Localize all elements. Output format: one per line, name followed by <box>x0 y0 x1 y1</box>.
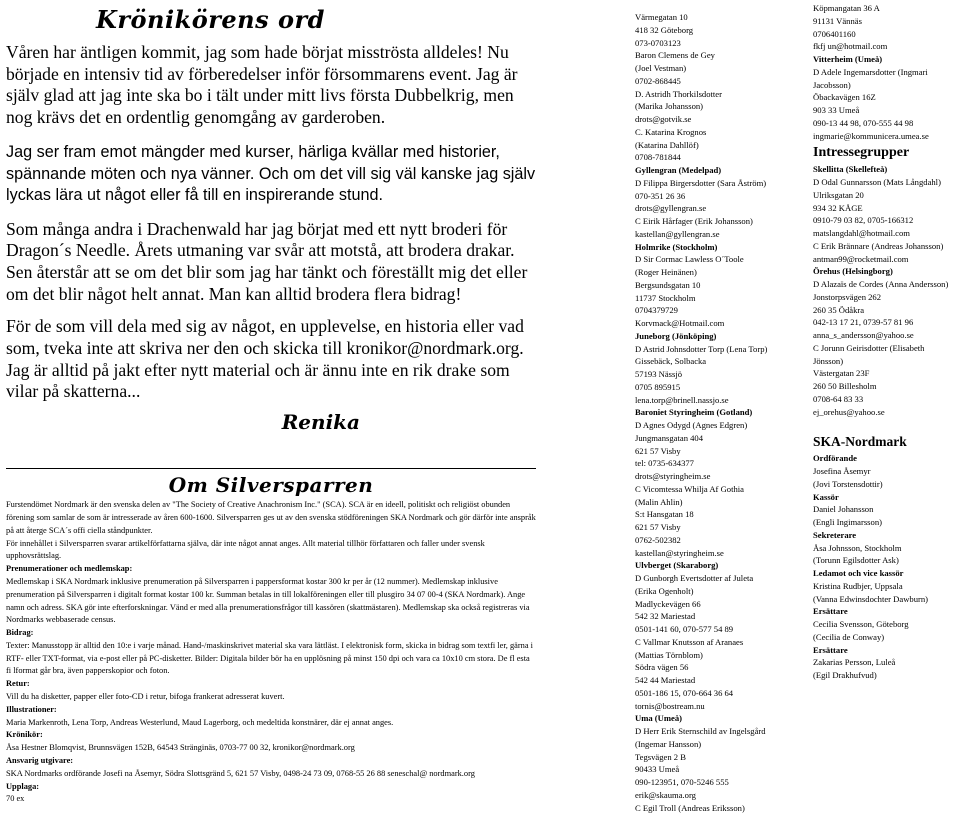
contact-mid-line: tel: 0735-634377 <box>635 457 805 470</box>
contact-right-top-line: 91131 Vännäs <box>813 15 960 28</box>
contact-mid-line: C Egil Troll (Andreas Eriksson) <box>635 802 805 814</box>
contact-mid-line: Baron Clemens de Gey <box>635 49 805 62</box>
contact-right-mid-line: Skellitta (Skellefteå) <box>813 163 960 176</box>
contact-mid-line: Holmrike (Stockholm) <box>635 241 805 254</box>
contact-mid-line: C Vallmar Knutsson af Aranaes <box>635 636 805 649</box>
colophon-text: 70 ex <box>6 793 536 806</box>
contact-right-bottom-line: Ordförande <box>813 452 960 465</box>
contact-mid-line: (Marika Johansson) <box>635 100 805 113</box>
contact-mid-line: 0708-781844 <box>635 151 805 164</box>
contact-mid-line: Baroniet Styringheim (Gotland) <box>635 406 805 419</box>
contact-right-top-line: Jacobsson) <box>813 79 960 92</box>
contact-mid-line: (Ingemar Hansson) <box>635 738 805 751</box>
contacts-right-mid <box>813 163 960 418</box>
editorial-paragraph-2: Jag ser fram emot mängder med kurser, härliga kvällar med historier, spännande möten och nya vänner. Och om det vill sig väl kanske jag själv lyckas lära ut något eller få till en inspirerande stund. <box>6 142 536 207</box>
editorial-paragraph-1: Våren har äntligen kommit, jag som hade börjat misströsta alldeles! Nu började en intensiv tid av förberedelser inför försommarens event. Jag är själv glad att jag inte ska bo i tält under mitt livs första Dubbelkrig, men nog krävs det en ordentlig genomgång av garderoben. <box>6 42 536 128</box>
editorial-paragraph-3: Som många andra i Drachenwald har jag börjat med ett nytt broderi för Dragon´s Needle. Årets utmaning var svår att motstå, att brodera drakar. Sen återstår att se om det blir som jag har tänkt och föreställt mig det eller om det blir något helt annat. Man kan alltid brodera flera bidrag! <box>6 219 536 306</box>
contact-mid-line: 90433 Umeå <box>635 763 805 776</box>
colophon <box>6 499 536 806</box>
contact-mid-line: 090-123951, 070-5246 555 <box>635 776 805 789</box>
contact-mid-line: 070-351 26 36 <box>635 190 805 203</box>
contact-right-bottom-line: (Jovi Torstensdottir) <box>813 478 960 491</box>
contact-mid-line: D Astrid Johnsdotter Torp (Lena Torp) <box>635 343 805 356</box>
colophon-label: Upplaga: <box>6 781 536 794</box>
contact-right-mid-line: C Erik Brännare (Andreas Johansson) <box>813 240 960 253</box>
contacts-column-right <box>813 2 960 682</box>
contact-right-top-line: 903 33 Umeå <box>813 104 960 117</box>
contact-mid-line: (Roger Heinänen) <box>635 266 805 279</box>
contact-right-mid-line: 0910-79 03 82, 0705-166312 <box>813 214 960 227</box>
colophon-label: Bidrag: <box>6 627 536 640</box>
contact-right-top-line: ingmarie@kommunicera.umea.se <box>813 130 960 143</box>
colophon-text: SKA Nordmarks ordförande Josefi na Åsemyr, Södra Slottsgränd 5, 621 57 Visby, 0498-24 73 09, 0768-55 26 88 seneschal@ nordmark.org <box>6 768 536 781</box>
colophon-title: Om Silversparren <box>6 473 536 497</box>
editorial-paragraph-4: För de som vill dela med sig av något, en upplevelse, en historia eller vad som, tveka inte att skriva ner den och skicka till kronikor@nordmark.org. Jag är alltid på jakt efter nytt material och är ännu inte en rik drake som vilar på skatterna... <box>6 316 536 403</box>
spacer <box>813 418 960 431</box>
contact-mid-line: 621 57 Visby <box>635 521 805 534</box>
contact-mid-line: (Joel Vestman) <box>635 62 805 75</box>
contact-right-bottom-line: Zakarias Persson, Luleå <box>813 656 960 669</box>
contact-mid-line: 418 32 Göteborg <box>635 24 805 37</box>
contact-mid-line: Madlyckevägen 66 <box>635 598 805 611</box>
contact-right-bottom-line: Kassör <box>813 491 960 504</box>
contact-mid-line: 0702-868445 <box>635 75 805 88</box>
colophon-label: Ansvarig utgivare: <box>6 755 536 768</box>
colophon-label: Krönikör: <box>6 729 536 742</box>
contact-mid-line: lena.torp@brinell.nassjo.se <box>635 394 805 407</box>
contact-mid-line: D Agnes Odygd (Agnes Edgren) <box>635 419 805 432</box>
contact-right-top-line: 090-13 44 98, 070-555 44 98 <box>813 117 960 130</box>
contact-mid-line: (Katarina Dahllöf) <box>635 139 805 152</box>
contact-right-top-line: Köpmangatan 36 A <box>813 2 960 15</box>
contact-mid-line: 0705 895915 <box>635 381 805 394</box>
contact-right-bottom-line: Daniel Johansson <box>813 503 960 516</box>
contact-mid-line: 621 57 Visby <box>635 445 805 458</box>
contact-mid-line: C Eirik Hårfager (Erik Johansson) <box>635 215 805 228</box>
contact-right-mid-line: 042-13 17 21, 0739-57 81 96 <box>813 316 960 329</box>
contacts-right-top <box>813 2 960 142</box>
contact-right-top-line: D Adele Ingemarsdotter (Ingmari <box>813 66 960 79</box>
contact-right-mid-line: Jönsson) <box>813 355 960 368</box>
contact-right-top-line: Vitterheim (Umeå) <box>813 53 960 66</box>
contact-right-bottom-line: Ersättare <box>813 644 960 657</box>
contact-right-bottom-line: (Engli Ingimarsson) <box>813 516 960 529</box>
contact-right-bottom-line: Josefina Åsemyr <box>813 465 960 478</box>
contact-mid-line: Tegsvägen 2 B <box>635 751 805 764</box>
contact-mid-line: kastellan@gyllengran.se <box>635 228 805 241</box>
contact-right-mid-line: Jonstorpsvägen 262 <box>813 291 960 304</box>
contact-right-bottom-line: (Egil Drakhufvud) <box>813 669 960 682</box>
contact-right-mid-line: 934 32 KÅGE <box>813 202 960 215</box>
contact-mid-line: (Mattias Törnblom) <box>635 649 805 662</box>
contact-right-bottom-line: Ledamot och vice kassör <box>813 567 960 580</box>
contact-mid-line: 11737 Stockholm <box>635 292 805 305</box>
colophon-text: Åsa Hestner Blomqvist, Brunnsvägen 152B, 64543 Stränginäs, 0703-77 00 32, kronikor@nordmark.org <box>6 742 536 755</box>
contact-right-bottom-line: Sekreterare <box>813 529 960 542</box>
colophon-label: Illustrationer: <box>6 704 536 717</box>
contact-right-bottom-line: (Vanna Edwinsdochter Dawburn) <box>813 593 960 606</box>
contact-mid-line: D Filippa Birgersdotter (Sara Åström) <box>635 177 805 190</box>
contact-right-bottom-line: (Cecilia de Conway) <box>813 631 960 644</box>
ska-nordmark-heading: SKA-Nordmark <box>813 433 960 451</box>
contact-mid-line: C. Katarina Krognos <box>635 126 805 139</box>
contact-right-mid-line: 260 50 Billesholm <box>813 380 960 393</box>
contact-mid-line: drots@styringheim.se <box>635 470 805 483</box>
contact-mid-line: D Sir Cormac Lawless O´Toole <box>635 253 805 266</box>
editorial-column <box>6 4 536 806</box>
contact-right-mid-line: anna_s_andersson@yahoo.se <box>813 329 960 342</box>
contact-right-top-line: 0706401160 <box>813 28 960 41</box>
contact-mid-line: 0501-186 15, 070-664 36 64 <box>635 687 805 700</box>
contact-mid-line: (Erika Ogenholt) <box>635 585 805 598</box>
colophon-text: Medlemskap i SKA Nordmark inklusive prenumeration på Silversparren i pappersformat kostar 300 kr per år (12 nummer). Medlemskap inklusive prenumeration på Silversparren i digitalt format kostar 100 kr. Summan betalas in till lokalföreningen eller till plusgiro 34 07 00-4 (SKA Nordmark). Ange namn och adress. SKA gör inte efterforskningar. Vänd er med alla prenumerationsfrågor till kassören (skattmästaren). Medlemskap ska också registreras via Nordmarks webbaserade census. <box>6 576 536 627</box>
contacts-column-mid <box>635 11 805 814</box>
contact-right-top-line: Öbackavägen 16Z <box>813 91 960 104</box>
contact-mid-line: S:t Hansgatan 18 <box>635 508 805 521</box>
editorial-title: Krönikörens ord <box>6 4 536 36</box>
contact-mid-line: D Gunborgh Evertsdotter af Juleta <box>635 572 805 585</box>
divider <box>6 468 536 469</box>
contact-right-bottom-line: Åsa Johnsson, Stockholm <box>813 542 960 555</box>
contact-mid-line: drots@gotvik.se <box>635 113 805 126</box>
colophon-text: Vill du ha disketter, papper eller foto-CD i retur, bifoga frankerat adresserat kuvert. <box>6 691 536 704</box>
contact-mid-line: Gyllengran (Medelpad) <box>635 164 805 177</box>
contact-mid-line: (Malin Ahlin) <box>635 496 805 509</box>
contact-mid-line: 073-0703123 <box>635 37 805 50</box>
contacts-right-bottom <box>813 452 960 682</box>
contact-mid-line: Jungmansgatan 404 <box>635 432 805 445</box>
contact-right-mid-line: matslangdahl@hotmail.com <box>813 227 960 240</box>
contact-right-mid-line: D Alazaïs de Cordes (Anna Andersson) <box>813 278 960 291</box>
contact-right-mid-line: C Jorunn Geirisdotter (Elisabeth <box>813 342 960 355</box>
colophon-label: Prenumerationer och medlemskap: <box>6 563 536 576</box>
contact-mid-line: tornis@bostream.nu <box>635 700 805 713</box>
contact-mid-line: Värmegatan 10 <box>635 11 805 24</box>
contact-mid-line: 57193 Nässjö <box>635 368 805 381</box>
contact-right-mid-line: ej_orehus@yahoo.se <box>813 406 960 419</box>
colophon-text: För innehållet i Silversparren svarar artikelförfattarna själva, där inte något annat anges. Allt material tillhör författaren och faller under svensk upphovsrättslag. <box>6 538 536 564</box>
contact-right-top-line: fkfj un@hotmail.com <box>813 40 960 53</box>
colophon-text: Furstendömet Nordmark är den svenska delen av "The Society of Creative Anachronism Inc." (SCA). SCA är en ideell, politiskt och religiöst obunden förening som samlar de som är intresserade av åren 600-1600. Silversparren ges ut av den svenska stödföreningen SKA Nordmark och gör därför inte anspråk på att återge SCA´s offi ciella ståndpunkter. <box>6 499 536 537</box>
colophon-text: Maria Markenroth, Lena Torp, Andreas Westerlund, Maud Lagerborg, och medeltida konstnärer, där ej annat anges. <box>6 717 536 730</box>
contact-mid-line: kastellan@styringheim.se <box>635 547 805 560</box>
intressegrupper-heading: Intressegrupper <box>813 144 960 162</box>
contact-mid-line: Korvmack@Hotmail.com <box>635 317 805 330</box>
contact-mid-line: Ulvberget (Skaraborg) <box>635 559 805 572</box>
contact-mid-line: 0762-502382 <box>635 534 805 547</box>
contact-right-mid-line: Örehus (Helsingborg) <box>813 265 960 278</box>
contact-mid-line: 542 32 Mariestad <box>635 610 805 623</box>
contact-mid-line: Uma (Umeå) <box>635 712 805 725</box>
contact-right-mid-line: Västergatan 23F <box>813 367 960 380</box>
contact-mid-line: erik@skauma.org <box>635 789 805 802</box>
contact-mid-line: 542 44 Mariestad <box>635 674 805 687</box>
contact-right-bottom-line: Kristina Rudbjer, Uppsala <box>813 580 960 593</box>
contact-mid-line: D. Astridh Thorkilsdotter <box>635 88 805 101</box>
contact-right-bottom-line: (Torunn Egilsdotter Ask) <box>813 554 960 567</box>
colophon-label: Retur: <box>6 678 536 691</box>
editorial-signature: Renika <box>6 410 536 434</box>
colophon-text: Texter: Manusstopp är alltid den 10:e i varje månad. Hand-/maskinskrivet material ska vara lättläst. I elektronisk form, skicka in bidrag som textfi ler, gärna i RTF- eller TXT-format, via e-post eller på PC-disketter. Bilder: Digitala bilder bör ha en upplösning på minst 150 dpi och vara ca 10x10 cm stora. De fl esta fi lformat går bra, även papperskopior och foton. <box>6 640 536 678</box>
editorial-body <box>6 42 536 403</box>
contact-mid-line: D Herr Erik Sternschild av Ingelsgård <box>635 725 805 738</box>
contact-right-mid-line: 260 35 Ödåkra <box>813 304 960 317</box>
contact-mid-line: 0501-141 60, 070-577 54 89 <box>635 623 805 636</box>
contact-right-mid-line: Ulriksgatan 20 <box>813 189 960 202</box>
contact-right-bottom-line: Cecilia Svensson, Göteborg <box>813 618 960 631</box>
contact-right-mid-line: antman99@rocketmail.com <box>813 253 960 266</box>
contact-mid-line: 0704379729 <box>635 304 805 317</box>
contact-mid-line: Södra vägen 56 <box>635 661 805 674</box>
contact-right-mid-line: 0708-64 83 33 <box>813 393 960 406</box>
contact-right-bottom-line: Ersättare <box>813 605 960 618</box>
contact-mid-line: drots@gyllengran.se <box>635 202 805 215</box>
contact-mid-line: Bergsundsgatan 10 <box>635 279 805 292</box>
contact-mid-line: C Vicomtessa Whilja Af Gothia <box>635 483 805 496</box>
contact-mid-line: Juneborg (Jönköping) <box>635 330 805 343</box>
contact-right-mid-line: D Odal Gunnarsson (Mats Långdahl) <box>813 176 960 189</box>
contact-mid-line: Gissebäck, Solbacka <box>635 355 805 368</box>
